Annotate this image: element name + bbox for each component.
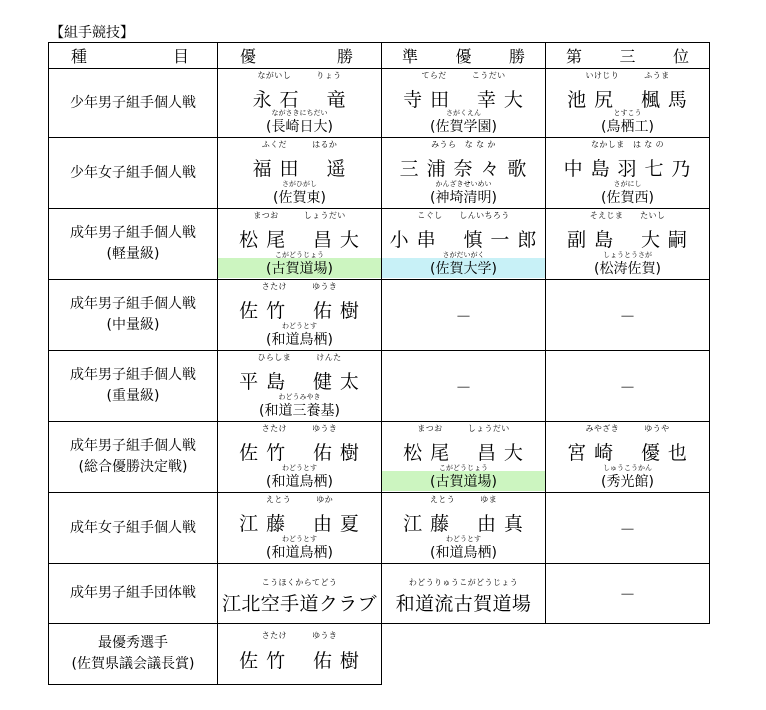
affiliation-kana: こがどうじょう	[275, 251, 324, 259]
mvp-category	[49, 624, 218, 685]
header-winner	[218, 43, 382, 69]
affiliation-kana: しゅうこうかん	[603, 464, 652, 472]
header-runner-up-2: 優	[455, 47, 472, 66]
table-row	[49, 138, 710, 209]
runner-up-cell	[382, 209, 546, 280]
category-line: 少年男子組手個人戦	[70, 94, 196, 111]
affiliation-box	[546, 464, 709, 491]
winner-cell	[218, 351, 382, 422]
category-line: (軽量級)	[106, 246, 160, 262]
third-cell	[546, 564, 710, 624]
affiliation-kana: わどうとす	[282, 535, 317, 543]
affiliation: (松涛佐賀)	[594, 261, 661, 277]
affiliation: (古賀道場)	[430, 474, 497, 490]
winner-cell	[218, 422, 382, 493]
no-entry-dash: －	[619, 519, 636, 539]
competitor-name: 永 石 竜	[252, 89, 347, 111]
competitor-name: 宮 崎 優 也	[567, 442, 688, 464]
affiliation: (古賀道場)	[266, 261, 333, 277]
header-category-1: 種	[71, 47, 88, 66]
name-kana: まつお しょうだい	[417, 424, 510, 433]
category-cell	[49, 209, 218, 280]
affiliation: (鳥栖工)	[601, 119, 654, 135]
category-line: 成年男子組手個人戦	[70, 296, 196, 312]
affiliation-box	[218, 464, 381, 491]
mvp-row	[49, 624, 710, 685]
category-cell	[49, 351, 218, 422]
affiliation: (佐賀東)	[273, 190, 326, 206]
no-entry-dash: －	[619, 585, 636, 604]
affiliation: (秀光館)	[601, 474, 654, 490]
winner-cell	[218, 280, 382, 351]
third-cell	[546, 209, 710, 280]
competitor-name: 寺 田 幸 大	[403, 89, 524, 111]
no-entry-dash: －	[619, 306, 636, 326]
affiliation-box	[218, 109, 381, 136]
name-kana: いけじり ふうま	[585, 71, 670, 80]
name-kana: てらだ こうだい	[421, 71, 506, 80]
table-row	[49, 493, 710, 564]
category-line: 成年男子組手個人戦	[70, 225, 196, 241]
competitor-name: 副 島 大 嗣	[567, 229, 688, 251]
affiliation: (和道鳥栖)	[430, 545, 497, 561]
category-cell	[49, 422, 218, 493]
affiliation-box	[382, 109, 545, 136]
results-table	[48, 42, 710, 685]
category-cell	[49, 564, 218, 624]
affiliation-box	[546, 251, 709, 278]
competitor-name: 松 尾 昌 大	[239, 229, 360, 251]
affiliation: (和道三養基)	[259, 403, 340, 419]
name-kana: ながいし りょう	[257, 71, 342, 80]
category-line: (総合優勝決定戦)	[78, 459, 188, 475]
no-entry-dash: －	[455, 306, 472, 326]
affiliation-box	[218, 535, 381, 562]
affiliation: (和道鳥栖)	[266, 332, 333, 348]
name-kana: まつお しょうだい	[253, 211, 346, 220]
name-kana: なかしま は な の	[590, 140, 665, 149]
affiliation-kana: わどうとす	[282, 322, 317, 330]
affiliation-box	[382, 535, 545, 562]
name-kana: みやざき ゆうや	[585, 424, 670, 433]
competitor-name: 和道流古賀道場	[395, 593, 532, 615]
affiliation-box	[546, 109, 709, 136]
third-cell	[546, 422, 710, 493]
third-cell	[546, 138, 710, 209]
affiliation: (佐賀西)	[601, 190, 654, 206]
competitor-name: 江 藤 由 夏	[239, 513, 360, 535]
competitor-name: 佐 竹 佑 樹	[239, 300, 360, 322]
winner-cell	[218, 564, 382, 624]
affiliation-kana: かんざきせいめい	[435, 180, 492, 188]
affiliation: (佐賀学園)	[430, 119, 497, 135]
table-row	[49, 209, 710, 280]
mvp-name-kana: さたけ ゆうき	[261, 631, 338, 640]
header-winner-2: 勝	[336, 47, 353, 66]
winner-cell	[218, 493, 382, 564]
affiliation-box	[218, 393, 381, 420]
competitor-name: 福 田 遥	[252, 158, 347, 180]
third-cell	[546, 280, 710, 351]
runner-up-cell	[382, 564, 546, 624]
winner-cell	[218, 69, 382, 138]
table-body	[49, 69, 710, 624]
affiliation-kana: さがだいがく	[442, 251, 485, 259]
header-third-3: 位	[672, 47, 689, 66]
name-kana: みうら な な か	[431, 140, 496, 149]
affiliation-kana: しょうとうさが	[603, 251, 652, 259]
runner-up-cell	[382, 493, 546, 564]
name-kana: さたけ ゆうき	[261, 424, 338, 433]
affiliation-kana: わどうみやき	[278, 393, 321, 401]
runner-up-cell	[382, 422, 546, 493]
header-third-1: 第	[566, 47, 583, 66]
runner-up-cell	[382, 69, 546, 138]
affiliation-box	[218, 251, 381, 278]
category-line: 成年男子組手個人戦	[70, 438, 196, 454]
mvp-winner	[218, 624, 382, 685]
competitor-name: 中 島 羽 七 乃	[563, 158, 692, 180]
runner-up-cell	[382, 351, 546, 422]
mvp-category-line-1: 最優秀選手	[98, 635, 168, 651]
runner-up-cell	[382, 280, 546, 351]
third-cell	[546, 493, 710, 564]
affiliation-kana: さがくえん	[446, 109, 481, 117]
affiliation-box	[382, 251, 545, 278]
competitor-name: 佐 竹 佑 樹	[239, 442, 360, 464]
competitor-name: 平 島 健 太	[239, 371, 360, 393]
affiliation-kana: こがどうじょう	[439, 464, 488, 472]
name-kana: そえじま たいし	[589, 211, 666, 220]
header-category	[49, 43, 218, 69]
competitor-name: 三 浦 奈 々 歌	[399, 158, 528, 180]
no-entry-dash: －	[619, 377, 636, 397]
competitor-name: 松 尾 昌 大	[403, 442, 524, 464]
affiliation: (和道鳥栖)	[266, 474, 333, 490]
category-cell	[49, 280, 218, 351]
affiliation-kana: わどうとす	[282, 464, 317, 472]
category-line: 成年女子組手個人戦	[70, 519, 196, 536]
affiliation-kana: ながさきにちだい	[271, 109, 328, 117]
affiliation-kana: わどうとす	[446, 535, 481, 543]
affiliation: (神埼清明)	[430, 190, 497, 206]
affiliation-box	[382, 464, 545, 491]
header-runner-up-3: 勝	[508, 47, 525, 66]
header-runner-up-1: 準	[402, 47, 419, 66]
affiliation-box	[382, 180, 545, 207]
name-kana: えとう ゆか	[265, 495, 334, 504]
header-runner-up	[382, 43, 546, 69]
header-category-2: 目	[172, 47, 189, 66]
affiliation: (和道鳥栖)	[266, 545, 333, 561]
table-row	[49, 280, 710, 351]
section-title: 【組手競技】	[50, 25, 134, 41]
affiliation-kana: さがにし	[613, 180, 642, 188]
mvp-empty-2	[546, 624, 710, 685]
name-kana: ふくだ はるか	[261, 140, 338, 149]
mvp-empty-1	[382, 624, 546, 685]
mvp-category-line-2: (佐賀県議会議長賞)	[71, 656, 195, 672]
third-cell	[546, 69, 710, 138]
affiliation-box	[546, 180, 709, 207]
competitor-name: 池 尻 楓 馬	[567, 89, 688, 111]
runner-up-cell	[382, 138, 546, 209]
table-row	[49, 69, 710, 138]
category-line: 少年女子組手個人戦	[70, 164, 196, 181]
name-kana: こぐし しんいちろう	[417, 211, 510, 220]
competitor-name: 小 串 慎 一 郎	[389, 229, 538, 251]
name-kana: こうほくからてどう	[261, 578, 338, 587]
name-kana: さたけ ゆうき	[261, 282, 338, 291]
affiliation: (佐賀大学)	[430, 261, 497, 277]
name-kana: えとう ゆま	[429, 495, 498, 504]
mvp-name: 佐 竹 佑 樹	[239, 650, 360, 672]
category-cell	[49, 138, 218, 209]
table-row	[49, 351, 710, 422]
header-winner-1: 優	[240, 47, 257, 66]
winner-cell	[218, 209, 382, 280]
affiliation-kana: さがひがし	[282, 180, 317, 188]
affiliation-box	[218, 180, 381, 207]
table-row	[49, 564, 710, 624]
name-kana: ひらしま けんた	[257, 353, 342, 362]
name-kana: わどうりゅうこがどうじょう	[408, 578, 519, 587]
category-cell	[49, 493, 218, 564]
no-entry-dash: －	[455, 377, 472, 397]
competitor-name: 江北空手道クラブ	[221, 593, 378, 615]
category-line: 成年男子組手個人戦	[70, 367, 196, 383]
affiliation-kana: とすこう	[613, 109, 642, 117]
category-line: (中量級)	[106, 317, 160, 333]
category-line: 成年男子組手団体戦	[70, 585, 196, 601]
affiliation: (長崎日大)	[266, 119, 333, 135]
header-third	[546, 43, 710, 69]
category-line: (重量級)	[106, 388, 160, 404]
competitor-name: 江 藤 由 真	[403, 513, 524, 535]
affiliation-box	[218, 322, 381, 349]
header-third-2: 三	[619, 47, 636, 66]
winner-cell	[218, 138, 382, 209]
third-cell	[546, 351, 710, 422]
category-cell	[49, 69, 218, 138]
header-row	[49, 43, 710, 69]
table-row	[49, 422, 710, 493]
